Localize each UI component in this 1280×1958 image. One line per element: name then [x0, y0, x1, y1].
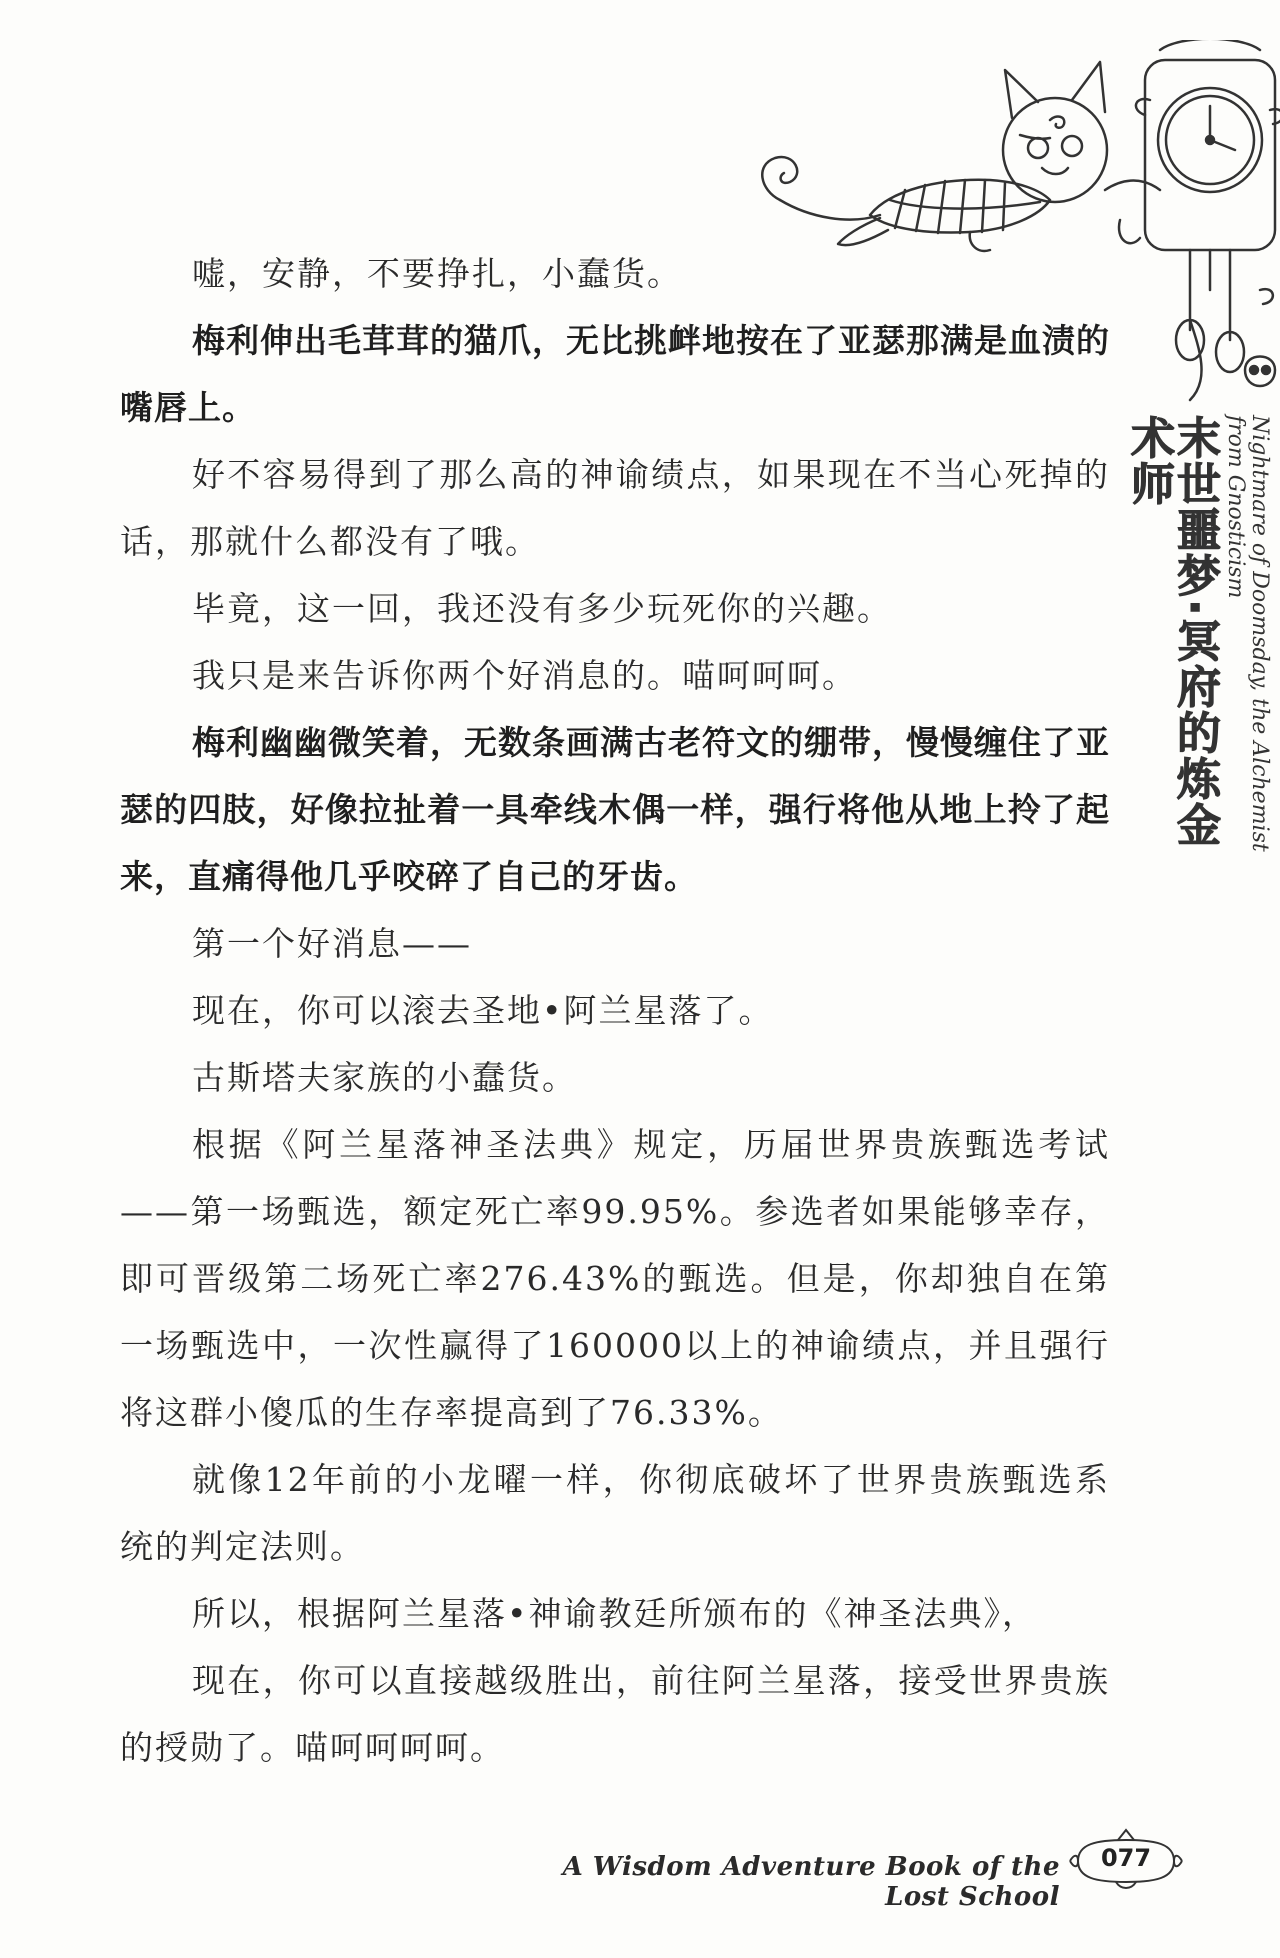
side-title-chinese: 末世噩梦·冥府的炼金术师	[1123, 415, 1220, 848]
paragraph-1: 嘘，安静，不要挣扎，小蠢货。	[192, 254, 682, 293]
side-title-english: Nightmare of Doomsday, the Alchemist from Gnosticism	[1223, 415, 1272, 852]
paragraph-11: 就像12年前的小龙曜一样，你彻底破坏了世界贵族甄选系统的判定法则。	[120, 1460, 1110, 1566]
paragraph-10: 根据《阿兰星落神圣法典》规定，历届世界贵族甄选考试——第一场甄选，额定死亡率99.95%。参选者如果能够幸存，即可晋级第二场死亡率276.43%的甄选。但是，你却独自在第一场甄选中，一次性赢得了160000以上的神谕绩点，并且强行将这群小傻瓜的生存率提高到了76.33%。	[120, 1125, 1110, 1432]
paragraph-4: 毕竟，这一回，我还没有多少玩死你的兴趣。	[192, 589, 892, 628]
side-book-title	[1123, 415, 1272, 885]
paragraph-9: 古斯塔夫家族的小蠢货。	[192, 1058, 577, 1097]
paragraph-13: 现在，你可以直接越级胜出，前往阿兰星落，接受世界贵族的授勋了。喵呵呵呵呵。	[120, 1661, 1110, 1767]
paragraph-7: 第一个好消息——	[192, 924, 472, 963]
page-number-badge	[1066, 1826, 1186, 1896]
paragraph-12: 所以，根据阿兰星落•神谕教廷所颁布的《神圣法典》，	[192, 1594, 1037, 1633]
paragraph-5: 我只是来告诉你两个好消息的。喵呵呵呵。	[192, 656, 857, 695]
footer-series-title: A Wisdom Adventure Book of the Lost School	[562, 1852, 1060, 1912]
paragraph-6: 梅利幽幽微笑着，无数条画满古老符文的绷带，慢慢缠住了亚瑟的四肢，好像拉扯着一具牵线木偶一样，强行将他从地上拎了起来，直痛得他几乎咬碎了自己的牙齿。	[120, 723, 1110, 896]
paragraph-3: 好不容易得到了那么高的神谕绩点，如果现在不当心死掉的话，那就什么都没有了哦。	[120, 455, 1110, 561]
paragraph-2: 梅利伸出毛茸茸的猫爪，无比挑衅地按在了亚瑟那满是血渍的嘴唇上。	[120, 321, 1110, 427]
page-body	[120, 240, 1110, 1781]
page-number: 077	[1100, 1844, 1152, 1872]
paragraph-8: 现在，你可以滚去圣地•阿兰星落了。	[192, 991, 774, 1030]
